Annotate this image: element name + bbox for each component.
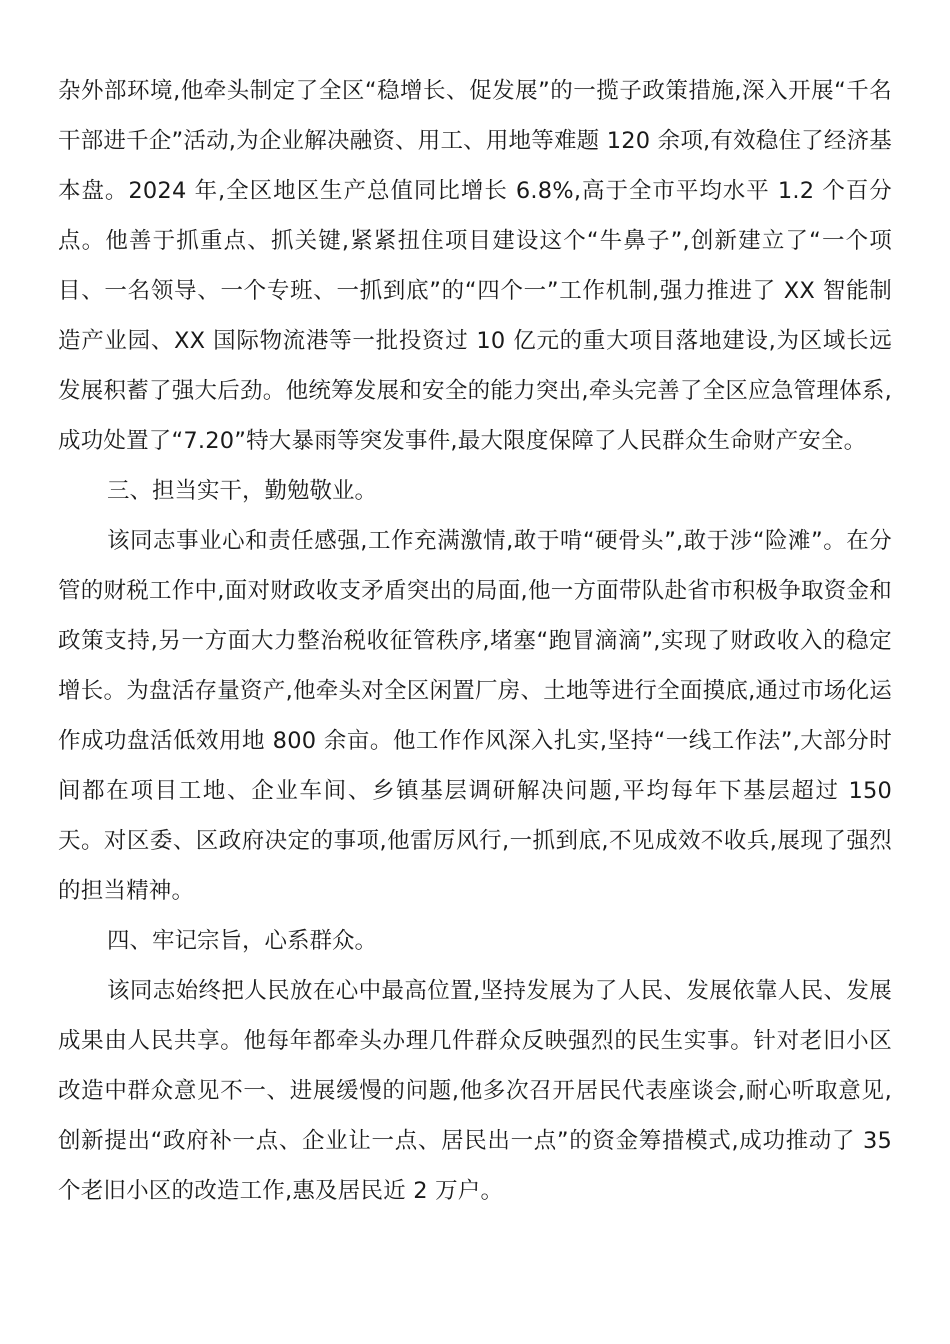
paragraph-section-4-body: 该同志始终把人民放在心中最高位置,坚持发展为了人民、发展依靠人民、发展成果由人民共享。他每年都牵头办理几件群众反映强烈的民生实事。针对老旧小区改造中群众意见不一、进展缓慢的问题,他多次召开居民代表座谈会,耐心听取意见,创新提出“政府补一点、企业让一点、居民出一点”的资金筹措模式,成功推动了 35 个老旧小区的改造工作,惠及居民近 2 万户。	[58, 978, 892, 1204]
document-page	[58, 66, 892, 1216]
paragraph-section-3-body: 该同志事业心和责任感强,工作充满激情,敢于啃“硬骨头”,敢于涉“险滩”。在分管的财税工作中,面对财政收支矛盾突出的局面,他一方面带队赴省市积极争取资金和政策支持,另一方面大力整治税收征管秩序,堵塞“跑冒滴滴”,实现了财政收入的稳定增长。为盘活存量资产,他牵头对全区闲置厂房、土地等进行全面摸底,通过市场化运作成功盘活低效用地 800 余亩。他工作作风深入扎实,坚持“一线工作法”,大部分时间都在项目工地、企业车间、乡镇基层调研解决问题,平均每年下基层超过 150 天。对区委、区政府决定的事项,他雷厉风行,一抓到底,不见成效不收兵,展现了强烈的担当精神。	[58, 528, 892, 904]
section-heading-3: 三、担当实干，勤勉敬业。	[107, 478, 378, 504]
paragraph-continuation: 杂外部环境,他牵头制定了全区“稳增长、促发展”的一揽子政策措施,深入开展“千名干部进千企”活动,为企业解决融资、用工、用地等难题 120 余项,有效稳住了经济基本盘。2024 年,全区地区生产总值同比增长 6.8%,高于全市平均水平 1.2 个百分点。他善于抓重点、抓关键,紧紧扭住项目建设这个“牛鼻子”,创新建立了“一个项目、一名领导、一个专班、一抓到底”的“四个一”工作机制,强力推进了 XX 智能制造产业园、XX 国际物流港等一批投资过 10 亿元的重大项目落地建设,为区域长远发展积蓄了强大后劲。他统筹发展和安全的能力突出,牵头完善了全区应急管理体系,成功处置了“7.20”特大暴雨等突发事件,最大限度保障了人民群众生命财产安全。	[58, 78, 892, 454]
section-heading-4: 四、牢记宗旨，心系群众。	[107, 928, 378, 954]
